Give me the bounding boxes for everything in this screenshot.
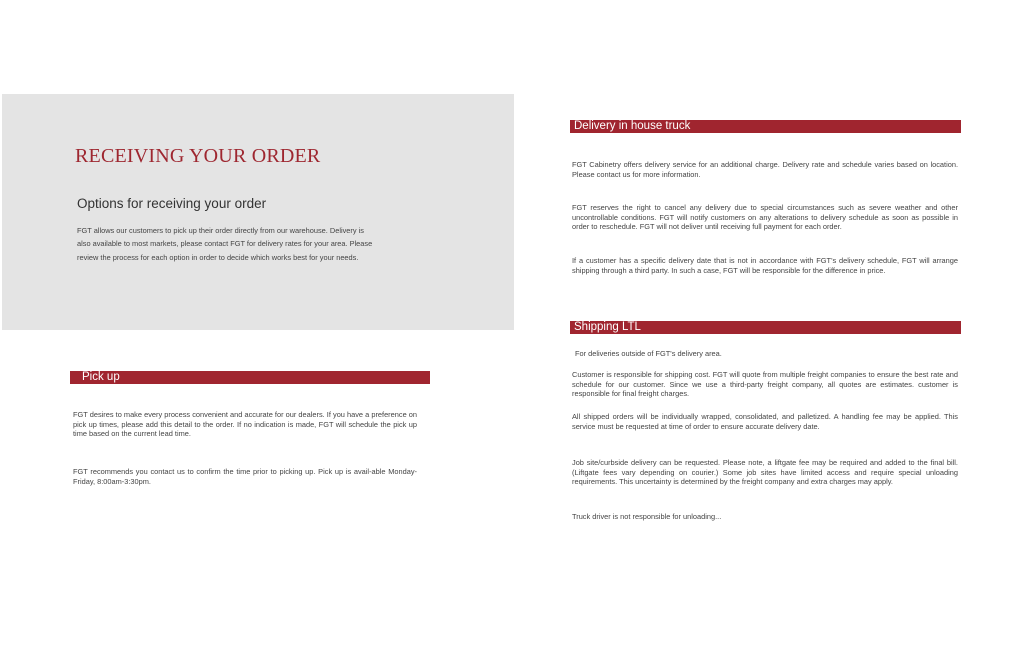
delivery-heading: Delivery in house truck xyxy=(570,120,961,133)
delivery-paragraph-1: FGT Cabinetry offers delivery service for an additional charge. Delivery rate and schedule varies based on location. Please contact us for more information. xyxy=(572,160,958,179)
pickup-paragraph-1: FGT desires to make every process convenient and accurate for our dealers. If you have a preference on pick up times, please add this detail to the order. If no indication is made, FGT will schedule the pick up time based on the current lead time. xyxy=(73,410,417,439)
delivery-paragraph-2: FGT reserves the right to cancel any delivery due to special circumstances such as severe weather and other uncontrollable conditions. FGT will notify customers on any alterations to delivery schedule as soon as possible in order to reschedule. FGT will not deliver until receiving full payment for each order. xyxy=(572,203,958,232)
pickup-heading: Pick up xyxy=(70,371,430,384)
delivery-paragraph-3: If a customer has a specific delivery date that is not in accordance with FGT's delivery schedule, FGT will arrange shipping through a third party. In such a case, FGT will be responsible for the difference in price. xyxy=(572,256,958,275)
shipping-paragraph-1: For deliveries outside of FGT's delivery area. xyxy=(575,349,722,358)
intro-panel xyxy=(2,94,514,330)
page-subtitle: Options for receiving your order xyxy=(77,196,267,211)
shipping-paragraph-5: Truck driver is not responsible for unloading... xyxy=(572,512,722,521)
shipping-paragraph-4: Job site/curbside delivery can be requested. Please note, a liftgate fee may be required and added to the final bill. (Liftgate fees vary depending on courier.) Some job sites have limited access and require special unloading requirements. This uncertainty is determined by the freight company and extra charges may apply. xyxy=(572,458,958,487)
shipping-paragraph-2: Customer is responsible for shipping cost. FGT will quote from multiple freight companies to ensure the best rate and schedule for our customer. Since we use a third-party freight company, all quotes are estimates. customer is responsible for final freight charges. xyxy=(572,370,958,399)
page-title: RECEIVING YOUR ORDER xyxy=(75,145,321,167)
pickup-paragraph-2: FGT recommends you contact us to confirm the time prior to picking up. Pick up is avail-able Monday-Friday, 8:00am-3:30pm. xyxy=(73,467,417,486)
intro-text: FGT allows our customers to pick up their order directly from our warehouse. Delivery is also available to most markets, please contact FGT for delivery rates for your area. Please review the process for each option in order to decide which works best for your needs. xyxy=(77,226,373,262)
shipping-heading: Shipping LTL xyxy=(570,321,961,334)
shipping-paragraph-3: All shipped orders will be individually wrapped, consolidated, and palletized. A handling fee may be applied. This service must be requested at time of order to ensure accurate delivery date. xyxy=(572,412,958,431)
